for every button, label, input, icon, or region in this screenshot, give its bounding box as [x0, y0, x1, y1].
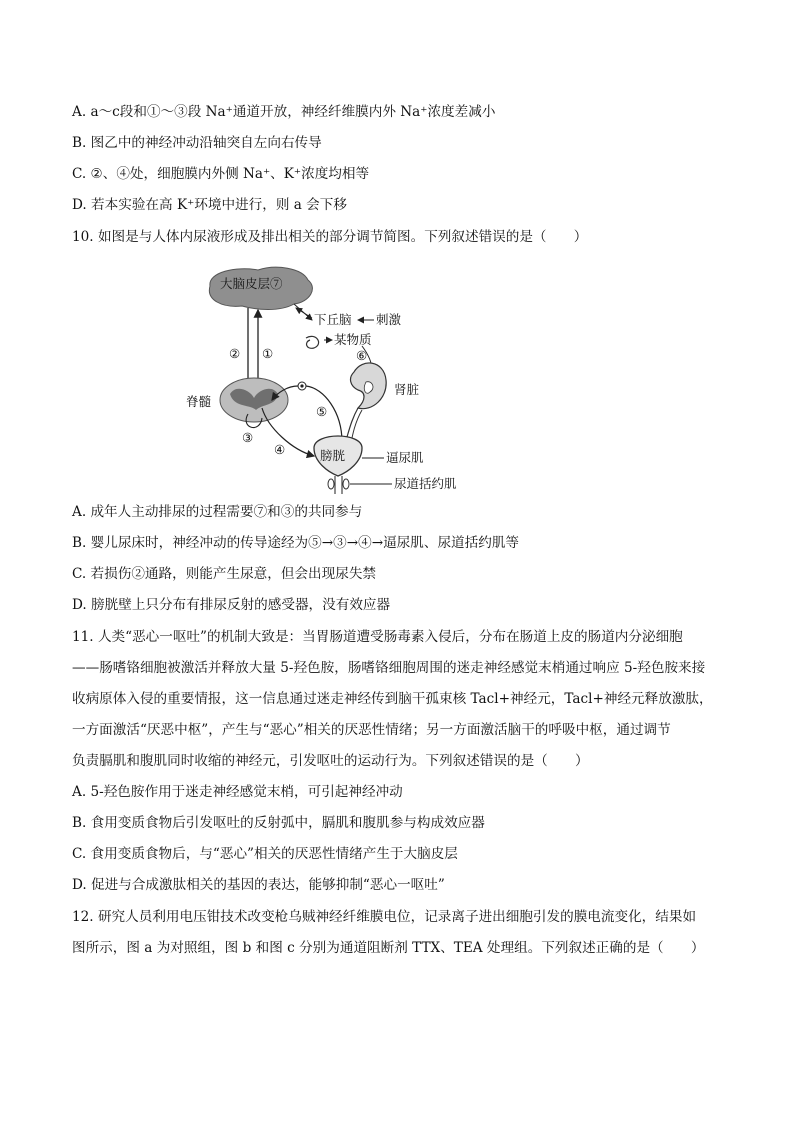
q9-option-d: D. 若本实验在高 K⁺环境中进行，则 a 会下移 [72, 197, 347, 213]
sphincter-label: 尿道括约肌 [394, 476, 457, 491]
spinal-cord-label: 脊髓 [186, 394, 212, 409]
q11-stem-line-5: 负责膈肌和腹肌同时收缩的神经元，引发呕吐的运动行为。下列叙述错误的是（ ） [72, 753, 589, 769]
q9-option-c: C. ②、④处，细胞膜内外侧 Na⁺、K⁺浓度均相等 [72, 166, 370, 182]
pathway-1-label: ① [262, 346, 274, 361]
detrusor-label: 逼尿肌 [386, 450, 424, 465]
bladder-label: 膀胱 [320, 448, 346, 463]
q11-option-b: B. 食用变质食物后引发呕吐的反射弧中，膈肌和腹肌参与构成效应器 [72, 815, 485, 831]
substance-label: 某物质 [334, 332, 372, 347]
q11-stem-line-4: 一方面激活“厌恶中枢”，产生与“恶心”相关的厌恶性情绪；另一方面激活脑干的呼吸中枢，通过调节 [72, 722, 671, 738]
q11-option-c: C. 食用变质食物后，与“恶心”相关的厌恶性情绪产生于大脑皮层 [72, 846, 458, 862]
q11-option-a: A. 5-羟色胺作用于迷走神经感觉末梢，可引起神经冲动 [72, 784, 403, 800]
cortex-label: 大脑皮层⑦ [220, 276, 283, 291]
sphincter-left [328, 479, 334, 489]
q9-option-a: A. a～c段和①～③段 Na⁺通道开放，神经纤维膜内外 Na⁺浓度差减小 [72, 104, 496, 120]
stimulus-label: 刺激 [376, 312, 402, 327]
sphincter-right [343, 479, 349, 489]
q10-stem: 10. 如图是与人体内尿液形成及排出相关的部分调节简图。下列叙述错误的是（ ） [72, 229, 588, 245]
q10-option-c: C. 若损伤②通路，则能产生尿意，但会出现尿失禁 [72, 566, 377, 582]
urination-regulation-diagram [186, 262, 476, 498]
pathway-4-label: ④ [274, 442, 286, 457]
ganglion-dot-center [300, 384, 303, 387]
q10-option-b: B. 婴儿尿床时，神经冲动的传导途经为⑤→③→④→逼尿肌、尿道括约肌等 [72, 535, 520, 551]
kidney-label: 肾脏 [394, 382, 420, 397]
q12-stem-line-1: 12. 研究人员利用电压钳技术改变枪乌贼神经纤维膜电位，记录离子进出细胞引发的膜电流变化，结果如 [72, 909, 697, 925]
q10-option-d: D. 膀胱壁上只分布有排尿反射的感受器，没有效应器 [72, 597, 391, 613]
q12-stem-line-2: 图所示，图 a 为对照组，图 b 和图 c 分别为通道阻断剂 TTX、TEA 处理组。下列叙述正确的是（ ） [72, 940, 705, 956]
q11-stem-line-3: 收病原体入侵的重要情报，这一信息通过迷走神经传到脑干孤束核 Tacl+神经元，Tacl+神经元释放激肽， [72, 691, 713, 707]
q11-stem-line-2: ——肠嗜铬细胞被激活并释放大量 5-羟色胺，肠嗜铬细胞周围的迷走神经感觉末梢通过响应 5-羟色胺来接 [72, 660, 706, 676]
pathway-2-label: ② [229, 346, 241, 361]
q9-option-b: B. 图乙中的神经冲动沿轴突自左向右传导 [72, 135, 322, 151]
pituitary-shape [306, 336, 319, 348]
q10-option-a: A. 成年人主动排尿的过程需要⑦和③的共同参与 [72, 504, 363, 520]
pathway-3-label: ③ [242, 430, 254, 445]
hypothalamus-cortex-link [296, 308, 312, 318]
q11-option-d: D. 促进与合成激肽相关的基因的表达，能够抑制“恶心一呕吐” [72, 877, 445, 893]
pathway-5-label: ⑤ [316, 404, 328, 419]
pathway-6-label: ⑥ [356, 348, 368, 363]
hypothalamus-label: 下丘脑 [314, 312, 352, 327]
q11-stem-line-1: 11. 人类“恶心一呕吐”的机制大致是：当胃肠道遭受肠毒素入侵后，分布在肠道上皮的肠道内分泌细胞 [72, 629, 683, 645]
